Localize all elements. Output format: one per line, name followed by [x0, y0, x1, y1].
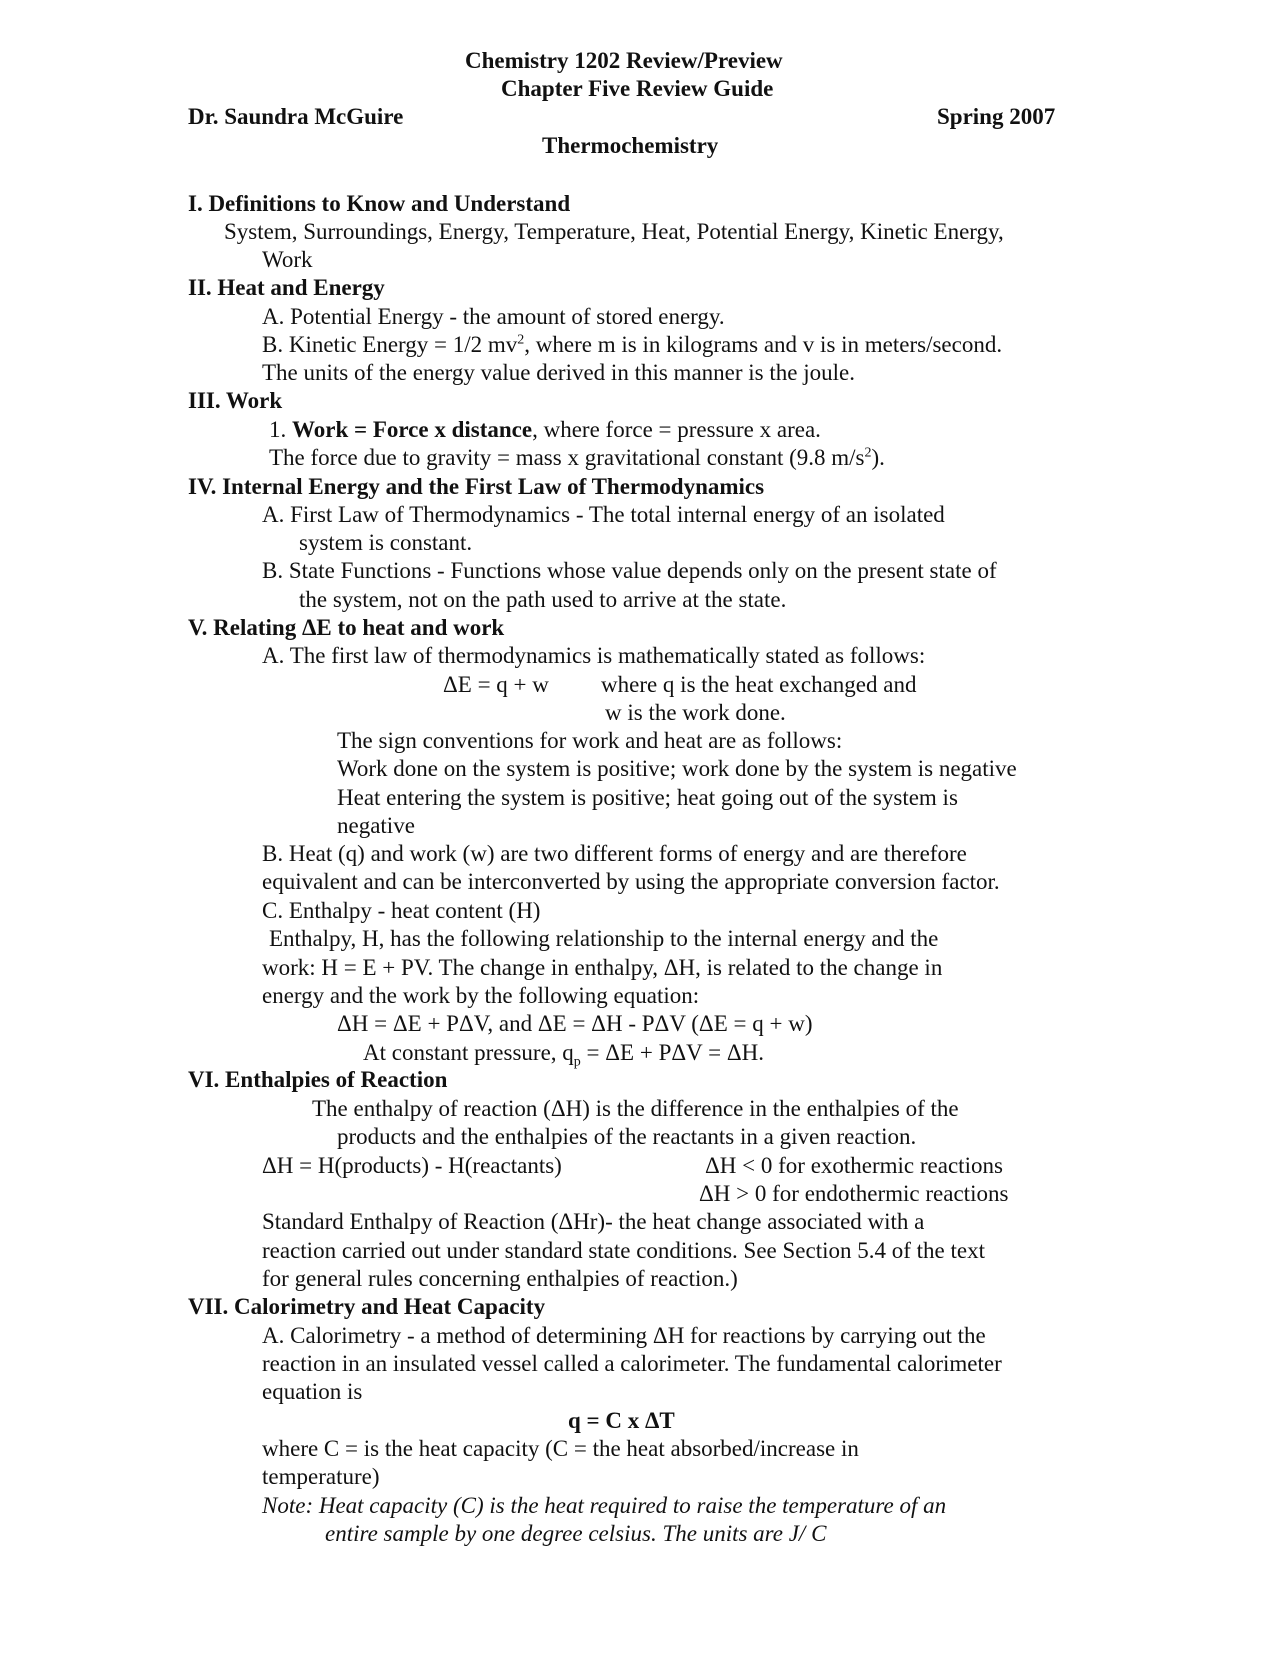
heat-capacity-definition-line-1: where C = is the heat capacity (C = the heat absorbed/increase in: [262, 1436, 859, 1461]
heat-capacity-definition-line-2: temperature): [262, 1464, 380, 1489]
section-3-gravity-line: [269, 444, 885, 472]
section-1-line-1: System, Surroundings, Energy, Temperature, Heat, Potential Energy, Kinetic Energy,: [224, 219, 1004, 244]
sign-convention-3: Heat entering the system is positive; heat going out of the system is: [337, 785, 958, 810]
first-law-equation: ΔE = q + w: [443, 672, 549, 697]
enthalpy-line-2: work: H = E + PV. The change in enthalpy, ΔH, is related to the change in: [262, 955, 943, 980]
section-7-heading: VII. Calorimetry and Heat Capacity: [188, 1294, 546, 1319]
section-7-item-a-line-2: reaction in an insulated vessel called a calorimeter. The fundamental calorimeter: [262, 1351, 1002, 1376]
enthalpy-line-1: Enthalpy, H, has the following relationship to the internal energy and the: [269, 926, 939, 951]
gravity-text: The force due to gravity = mass x gravitational constant (9.8 m/s: [269, 445, 865, 470]
equation-description-1: where q is the heat exchanged and: [601, 672, 917, 697]
document-subtitle: Chapter Five Review Guide: [501, 76, 774, 101]
section-7-item-a-line-3: equation is: [262, 1379, 363, 1404]
note-line-1: Note: Heat capacity (C) is the heat required to raise the temperature of an: [262, 1493, 947, 1518]
section-1-line-2: Work: [262, 247, 313, 272]
note-line-2: entire sample by one degree celsius. The units are J/ C: [325, 1521, 827, 1546]
work-formula-rest: , where force = pressure x area.: [532, 417, 821, 442]
sign-convention-4: negative: [337, 813, 415, 838]
section-6-heading: VI. Enthalpies of Reaction: [188, 1067, 448, 1092]
kinetic-energy-formula: B. Kinetic Energy = 1/2 mv: [262, 332, 518, 357]
enthalpy-of-reaction-equation: ΔH = H(products) - H(reactants): [262, 1153, 562, 1178]
standard-enthalpy-line-1: Standard Enthalpy of Reaction (ΔHr)- the heat change associated with a: [262, 1209, 925, 1234]
section-2-item-a: A. Potential Energy - the amount of stored energy.: [262, 304, 725, 329]
equation-description-2: w is the work done.: [605, 700, 786, 725]
section-1-heading: I. Definitions to Know and Understand: [188, 191, 571, 216]
section-5-item-a: A. The first law of thermodynamics is mathematically stated as follows:: [262, 643, 926, 668]
section-2-item-b: [262, 331, 1002, 359]
superscript-2: 2: [864, 445, 872, 461]
section-4-item-b-line-1: B. State Functions - Functions whose value depends only on the present state of: [262, 558, 997, 583]
section-3-heading: III. Work: [188, 388, 283, 413]
section-5-item-c: C. Enthalpy - heat content (H): [262, 898, 541, 923]
sign-convention-2: Work done on the system is positive; work done by the system is negative: [337, 756, 1017, 781]
section-4-item-a-line-1: A. First Law of Thermodynamics - The total internal energy of an isolated: [262, 502, 945, 527]
item-number: 1.: [269, 417, 292, 442]
section-4-heading: IV. Internal Energy and the First Law of Thermodynamics: [188, 474, 765, 499]
endothermic-condition: ΔH > 0 for endothermic reactions: [699, 1181, 1009, 1206]
section-4-item-b-line-2: the system, not on the path used to arrive at the state.: [299, 587, 787, 612]
section-6-paragraph-line-2: products and the enthalpies of the reactants in a given reaction.: [337, 1124, 917, 1149]
constant-pressure-text: At constant pressure, q: [363, 1040, 574, 1065]
section-6-paragraph-line-1: The enthalpy of reaction (ΔH) is the difference in the enthalpies of the: [312, 1096, 959, 1121]
calorimeter-equation: q = C x ΔT: [568, 1408, 675, 1433]
constant-pressure-equation: [363, 1039, 764, 1070]
constant-pressure-result: = ΔE + PΔV = ΔH.: [580, 1040, 764, 1065]
term-label: Spring 2007: [937, 104, 1056, 129]
section-5-item-b-line-2: equivalent and can be interconverted by using the appropriate conversion factor.: [262, 869, 1000, 894]
document-title: Chemistry 1202 Review/Preview: [465, 48, 783, 73]
kinetic-energy-units: , where m is in kilograms and v is in meters/second.: [524, 332, 1003, 357]
section-7-item-a-line-1: A. Calorimetry - a method of determining ΔH for reactions by carrying out the: [262, 1323, 986, 1348]
work-formula: Work = Force x distance: [292, 417, 533, 442]
author-name: Dr. Saundra McGuire: [188, 104, 404, 129]
section-2-item-b-line-2: The units of the energy value derived in this manner is the joule.: [262, 360, 855, 385]
enthalpy-equation: ΔH = ΔE + PΔV, and ΔE = ΔH - PΔV (ΔE = q + w): [337, 1011, 813, 1036]
standard-enthalpy-line-2: reaction carried out under standard state conditions. See Section 5.4 of the text: [262, 1238, 985, 1263]
sign-convention-1: The sign conventions for work and heat are as follows:: [337, 728, 843, 753]
section-4-item-a-line-2: system is constant.: [299, 530, 473, 555]
standard-enthalpy-line-3: for general rules concerning enthalpies of reaction.): [262, 1266, 738, 1291]
exothermic-condition: ΔH < 0 for exothermic reactions: [705, 1153, 1003, 1178]
gravity-text-end: ).: [871, 445, 885, 470]
superscript-2: 2: [517, 332, 525, 348]
section-2-heading: II. Heat and Energy: [188, 275, 385, 300]
topic-title: Thermochemistry: [542, 133, 719, 158]
section-5-item-b-line-1: B. Heat (q) and work (w) are two different forms of energy and are therefore: [262, 841, 967, 866]
enthalpy-line-3: energy and the work by the following equation:: [262, 983, 700, 1008]
section-3-item-1: [269, 416, 821, 444]
section-5-heading: V. Relating ΔE to heat and work: [188, 615, 505, 640]
subscript-p: p: [573, 1054, 581, 1070]
